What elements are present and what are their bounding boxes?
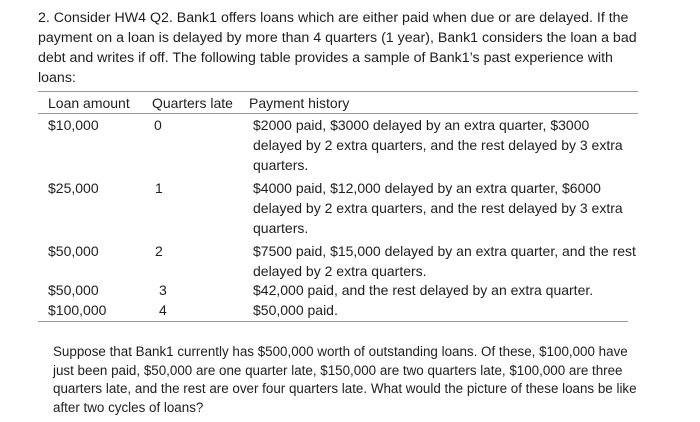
- followup-text: Suppose that Bank1 currently has $500,000 worth of outstanding loans. Of these, $100,000 have just been paid, $50,000 are one quarter late, $150,000 are two quarters late, $100,000 are three quarters late, and the rest are over four quarters late. What would the picture of these loans be like after two cycles of loans?: [53, 344, 637, 415]
- quarters-late-cell: 3: [159, 282, 167, 298]
- loan-amount-cell: $100,000: [48, 302, 107, 318]
- payment-history-cell: $50,000 paid.: [253, 302, 338, 318]
- question-text: 2. Consider HW4 Q2. Bank1 offers loans which are either paid when due or are delayed. If the payment on a loan is delayed by more than 4 quarters (1 year), Bank1 considers the loan a bad debt and writes if off. The following table provides a sample of Bank1’s past experience with loans:: [38, 10, 637, 86]
- header-loan-amount: Loan amount: [48, 95, 130, 111]
- loan-amount-cell: $25,000: [48, 180, 99, 196]
- payment-history-cell: $7500 paid, $15,000 delayed by an extra quarter, and the rest delayed by 2 extra quarters.: [253, 243, 636, 279]
- header-quarters-late: Quarters late: [152, 95, 233, 111]
- payment-history-cell: $2000 paid, $3000 delayed by an extra quarter, $3000 delayed by 2 extra quarters, and the rest delayed by 3 extra quarters.: [253, 117, 623, 173]
- payment-history-cell: $42,000 paid, and the rest delayed by an extra quarter.: [253, 282, 594, 298]
- quarters-late-cell: 0: [154, 117, 162, 133]
- quarters-late-cell: 2: [155, 243, 163, 259]
- table-header-rule: [38, 113, 638, 114]
- loan-amount-cell: $10,000: [48, 117, 99, 133]
- quarters-late-cell: 4: [159, 302, 167, 318]
- table-top-rule: [38, 91, 638, 92]
- quarters-late-cell: 1: [155, 180, 163, 196]
- header-payment-history: Payment history: [249, 95, 350, 111]
- payment-history-cell: $4000 paid, $12,000 delayed by an extra quarter, $6000 delayed by 2 extra quarters, and the rest delayed by 3 extra quarters.: [253, 180, 623, 236]
- loan-amount-cell: $50,000: [48, 243, 99, 259]
- table-bottom-rule: [38, 321, 628, 322]
- loan-amount-cell: $50,000: [48, 282, 99, 298]
